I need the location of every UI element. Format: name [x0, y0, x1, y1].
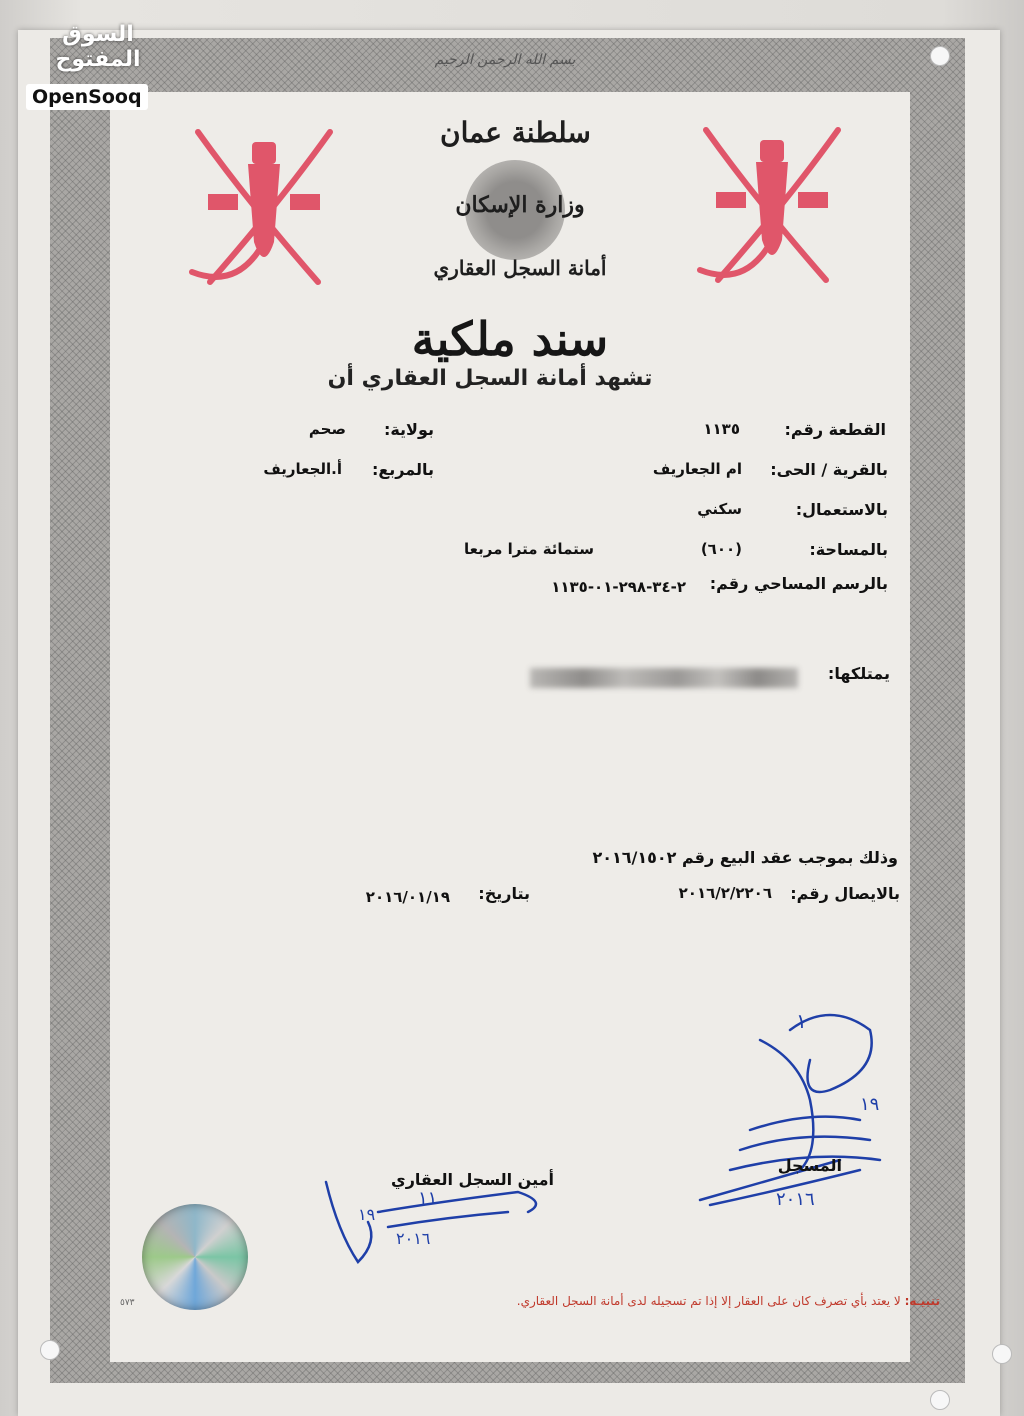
basmala: بسم الله الرحمن الرحيم	[434, 52, 576, 68]
registrar-signature-icon	[690, 1000, 910, 1230]
warning-notice	[460, 1290, 940, 1312]
logo-english: OpenSooq	[26, 84, 148, 110]
registry-heading: أمانة السجل العقاري	[433, 256, 607, 280]
plot-label: القطعة رقم:	[784, 420, 886, 439]
registrar-handwritten-3: ٢٠١٦	[776, 1189, 815, 1210]
secretary-handwritten-3: ٢٠١٦	[396, 1229, 431, 1248]
binder-hole-icon	[992, 1344, 1012, 1364]
registrar-handwritten-2: ١٩	[860, 1094, 880, 1115]
date-value: ٢٠١٦/٠١/١٩	[365, 888, 450, 906]
binder-hole-icon	[930, 46, 950, 66]
owner-label: يمتلكها:	[827, 664, 890, 683]
wilayat-label: بولاية:	[383, 420, 434, 439]
ministry-heading: وزارة الإسكان	[455, 192, 585, 218]
village-label: بالقرية / الحى:	[770, 460, 888, 479]
oman-emblem-right-icon	[686, 120, 858, 290]
hologram-seal-icon	[142, 1204, 248, 1310]
registrar-handwritten-1: ١	[796, 1009, 807, 1033]
block-label: بالمربع:	[371, 460, 434, 479]
survey-value: ٢-٣٤-٢٩٨-٠١-١١٣٥	[551, 578, 686, 596]
contract-line: وذلك بموجب عقد البيع رقم ٢٠١٦/١٥٠٢	[592, 848, 898, 867]
area-value: (٦٠٠)	[700, 540, 742, 558]
certify-line: تشهد أمانة السجل العقاري أن	[327, 366, 653, 391]
wilayat-value: صحم	[308, 420, 346, 438]
plot-value: ١١٣٥	[703, 420, 740, 438]
block-value: أ.الجعاريف	[263, 460, 342, 478]
registrar-label: المسجل	[777, 1156, 842, 1175]
hologram-number: ٥٧٣	[120, 1298, 135, 1308]
warning-text: لا يعتد بأي تصرف كان على العقار إلا إذا تم تسجيله لدى أمانة السجل العقاري.	[516, 1294, 901, 1308]
sultanate-heading: سلطنة عمان	[440, 116, 591, 149]
binder-hole-icon	[40, 1340, 60, 1360]
village-value: ام الجعاريف	[652, 460, 742, 478]
secretary-label: أمين السجل العقاري	[391, 1170, 554, 1189]
area-label: بالمساحة:	[809, 540, 888, 559]
opensooq-logo	[24, 22, 172, 108]
document-title: سند ملكية	[411, 312, 609, 366]
survey-label: بالرسم المساحي رقم:	[709, 574, 888, 593]
oman-emblem-left-icon	[178, 122, 350, 292]
secretary-signature-icon	[318, 1172, 558, 1272]
binder-hole-icon	[930, 1390, 950, 1410]
owner-name-redacted	[530, 668, 798, 688]
area-words: ستمائة مترا مربعا	[464, 540, 594, 558]
receipt-label: بالايصال رقم:	[790, 884, 900, 903]
usage-value: سكني	[697, 500, 742, 518]
usage-label: بالاستعمال:	[795, 500, 888, 519]
warning-label: تنبيـه:	[904, 1294, 940, 1308]
date-label: بتاريخ:	[478, 884, 530, 903]
secretary-handwritten-1: ١١	[418, 1188, 438, 1209]
logo-arabic: السوق المفتوح	[55, 22, 141, 72]
receipt-value: ٢٠١٦/٢/٢٢٠٦	[678, 884, 772, 902]
secretary-handwritten-2: ١٩	[358, 1205, 376, 1224]
